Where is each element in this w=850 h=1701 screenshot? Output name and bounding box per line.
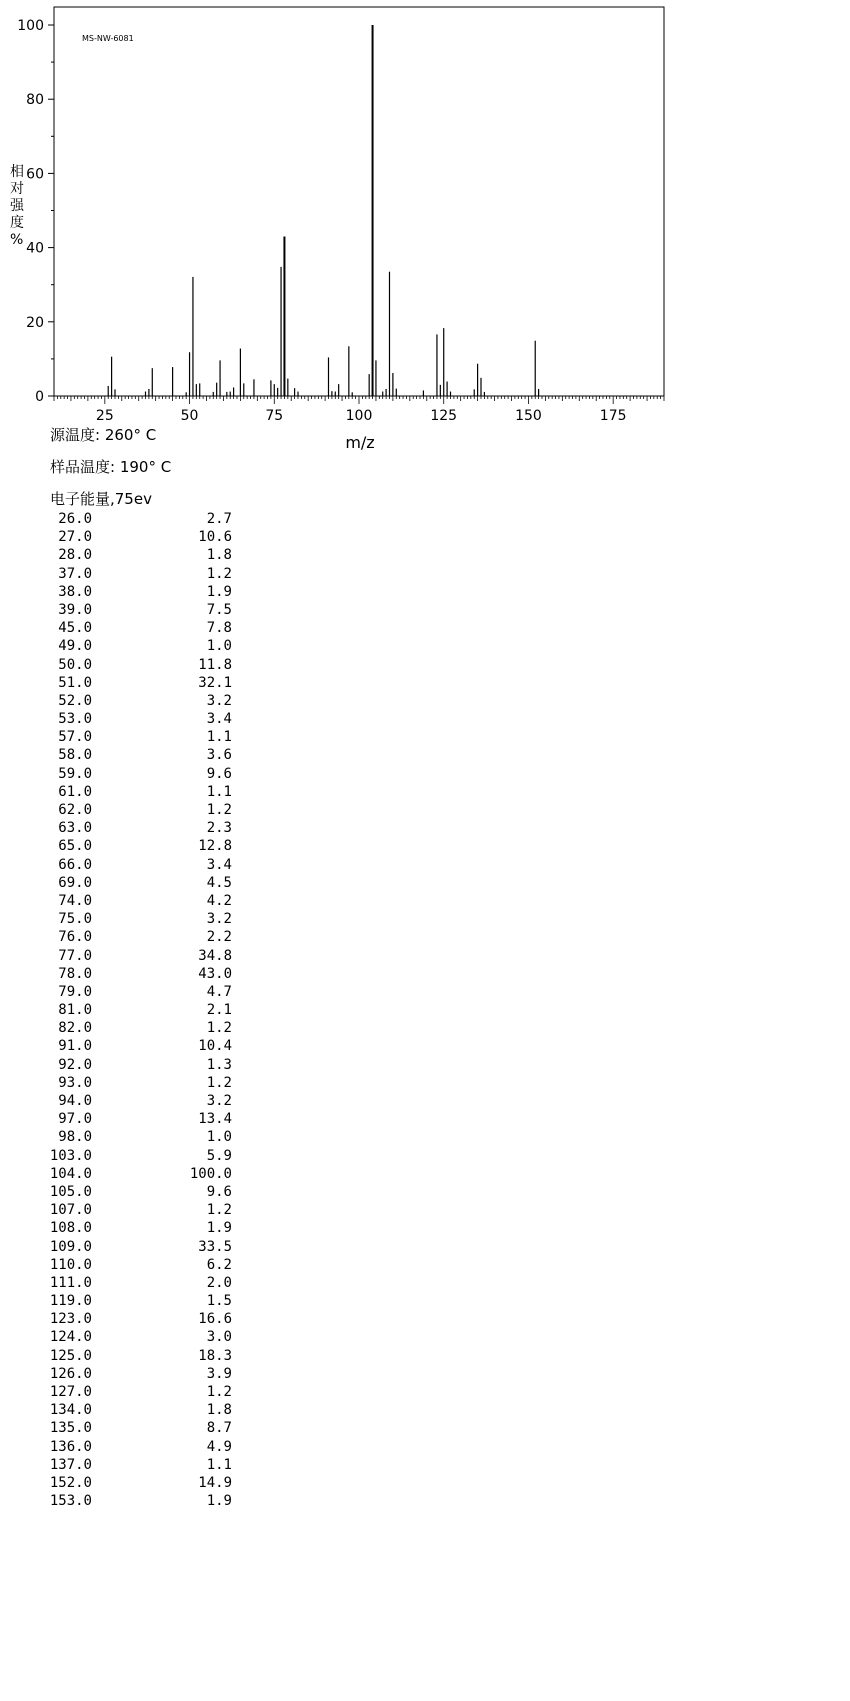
peak-intensity: 13.4 [198, 1111, 232, 1128]
peak-intensity: 1.2 [206, 1202, 232, 1219]
peak-mz: 92.0 [58, 1056, 92, 1073]
peak-intensity: 4.9 [206, 1438, 232, 1455]
table-row [40, 746, 232, 764]
table-row [40, 1001, 232, 1019]
table-row [40, 674, 232, 692]
table-row [40, 837, 232, 855]
y-axis-label: 相对强度% [10, 164, 24, 248]
peak-intensity: 14.9 [198, 1474, 232, 1491]
peak-intensity: 1.8 [206, 1402, 232, 1419]
table-row [40, 583, 232, 601]
peak-intensity: 2.2 [206, 929, 232, 946]
peak-intensity: 2.3 [206, 820, 232, 837]
peak-mz: 103.0 [49, 1147, 92, 1164]
table-row [40, 765, 232, 783]
peak-intensity: 1.2 [206, 802, 232, 818]
peak-intensity: 100.0 [189, 1165, 232, 1182]
peak-intensity: 3.2 [206, 911, 232, 928]
table-row [40, 928, 232, 946]
peak-intensity: 32.1 [198, 674, 232, 691]
peak-intensity: 1.2 [206, 1074, 232, 1091]
peak-intensity: 3.9 [206, 1365, 232, 1382]
table-row [40, 1128, 232, 1146]
peak-intensity: 9.6 [206, 1183, 232, 1200]
peak-intensity: 7.5 [206, 601, 232, 618]
peak-intensity: 3.0 [206, 1329, 232, 1346]
peak-intensity: 2.0 [206, 1274, 232, 1291]
peak-mz: 58.0 [58, 747, 92, 764]
peak-intensity: 3.2 [206, 692, 232, 709]
peak-intensity: 1.9 [206, 1493, 232, 1510]
peak-intensity: 1.2 [206, 565, 232, 582]
peak-intensity: 1.2 [206, 1020, 232, 1037]
peak-intensity: 12.8 [198, 838, 232, 855]
peak-mz: 119.0 [49, 1293, 92, 1310]
x-tick-label: 125 [430, 408, 458, 424]
table-row [40, 1110, 232, 1128]
peak-mz: 62.0 [58, 802, 92, 818]
table-row [40, 1092, 232, 1110]
y-tick-label: 100 [17, 18, 44, 34]
table-row [40, 710, 232, 728]
peak-intensity: 4.7 [206, 983, 232, 1000]
table-row [40, 983, 232, 1001]
y-tick-label: 80 [26, 92, 44, 109]
table-row [40, 1310, 232, 1328]
table-row [40, 1419, 232, 1437]
peak-intensity: 8.7 [206, 1420, 232, 1437]
table-row [40, 1256, 232, 1274]
peak-mz: 49.0 [58, 638, 92, 655]
peak-mz: 75.0 [58, 911, 92, 928]
peak-mz: 76.0 [58, 929, 92, 946]
peak-mz: 51.0 [58, 674, 92, 691]
peak-intensity: 4.2 [206, 892, 232, 909]
peak-mz: 93.0 [58, 1074, 92, 1091]
peak-intensity: 2.1 [206, 1002, 232, 1019]
peak-mz: 26.0 [58, 511, 92, 527]
x-axis-ticks [54, 396, 664, 424]
peak-mz: 45.0 [58, 620, 92, 637]
table-row [40, 910, 232, 928]
peak-mz: 135.0 [49, 1420, 92, 1437]
peak-intensity: 6.2 [206, 1256, 232, 1273]
peak-mz: 123.0 [49, 1311, 92, 1328]
x-tick-label: 75 [265, 408, 284, 424]
peak-mz: 94.0 [58, 1093, 92, 1109]
table-row [40, 546, 232, 564]
peak-mz: 53.0 [58, 711, 92, 728]
table-row [40, 565, 232, 583]
peak-mz: 52.0 [58, 692, 92, 709]
table-row [40, 947, 232, 965]
peak-mz: 125.0 [49, 1347, 92, 1364]
x-tick-label: 175 [599, 408, 627, 424]
peak-mz: 98.0 [58, 1129, 92, 1146]
peak-intensity: 11.8 [198, 656, 232, 673]
peak-intensity: 5.9 [206, 1147, 232, 1164]
peak-intensity: 1.9 [206, 1220, 232, 1237]
table-row [40, 874, 232, 892]
source-temperature: 源温度: 260° C [50, 426, 157, 444]
peak-intensity: 34.8 [198, 947, 232, 964]
peak-mz: 63.0 [58, 820, 92, 837]
table-row [40, 1219, 232, 1237]
peak-mz: 153.0 [49, 1493, 92, 1510]
table-row [40, 692, 232, 710]
table-row [40, 1438, 232, 1456]
y-tick-label: 60 [26, 166, 44, 183]
x-axis-label: m/z [345, 433, 375, 452]
peak-intensity: 3.6 [206, 747, 232, 764]
peak-intensity: 1.9 [206, 583, 232, 600]
table-row [40, 856, 232, 874]
table-row [40, 965, 232, 983]
peak-intensity: 1.0 [206, 638, 232, 655]
peak-mz: 107.0 [49, 1202, 92, 1219]
table-row [40, 1056, 232, 1074]
peak-intensity: 1.1 [206, 729, 232, 746]
peak-mz: 127.0 [49, 1384, 92, 1400]
peak-intensity: 18.3 [198, 1347, 232, 1364]
x-tick-label: 150 [515, 408, 542, 424]
table-row [40, 1238, 232, 1256]
peak-mz: 79.0 [58, 983, 92, 1000]
spectrum-peaks [108, 25, 538, 396]
peak-mz: 77.0 [58, 947, 92, 964]
peak-mz: 82.0 [58, 1020, 92, 1037]
x-tick-label: 50 [180, 408, 199, 424]
table-row [40, 1347, 232, 1365]
peak-intensity: 1.1 [206, 1456, 232, 1473]
peak-mz: 39.0 [58, 601, 92, 618]
peak-mz: 57.0 [58, 729, 92, 746]
peak-intensity: 10.4 [198, 1038, 232, 1055]
x-tick-label: 100 [345, 408, 373, 424]
y-tick-label: 40 [26, 240, 44, 257]
y-tick-label: 0 [35, 389, 44, 405]
peak-intensity: 3.4 [206, 711, 232, 728]
table-row [40, 1292, 232, 1310]
peak-mz: 104.0 [49, 1165, 92, 1182]
peak-mz: 37.0 [58, 565, 92, 582]
peak-mz: 38.0 [58, 583, 92, 600]
table-row [40, 1147, 232, 1165]
peak-mz: 134.0 [49, 1402, 92, 1419]
table-row [40, 801, 232, 819]
peak-mz: 65.0 [58, 838, 92, 855]
peak-mz: 109.0 [49, 1238, 92, 1255]
peak-intensity: 43.0 [198, 965, 232, 982]
peak-mz: 59.0 [58, 765, 92, 782]
peak-mz: 91.0 [58, 1038, 92, 1055]
peak-intensity: 7.8 [206, 620, 232, 637]
table-row [40, 601, 232, 619]
table-row [40, 1074, 232, 1092]
peak-mz: 124.0 [49, 1329, 92, 1346]
peak-mz: 152.0 [49, 1474, 92, 1491]
peak-mz: 66.0 [58, 856, 92, 873]
peak-intensity: 9.6 [206, 765, 232, 782]
peak-intensity: 1.2 [206, 1384, 232, 1400]
table-row [40, 1383, 232, 1401]
table-row [40, 783, 232, 801]
peak-mz: 74.0 [58, 892, 92, 909]
peak-mz: 136.0 [49, 1438, 92, 1455]
peak-intensity: 1.3 [206, 1056, 232, 1073]
peak-intensity: 1.1 [206, 783, 232, 800]
chart-title: MS-NW-6081 [82, 34, 134, 43]
peak-intensity: 1.8 [206, 547, 232, 564]
table-row [40, 1037, 232, 1055]
peak-mz: 97.0 [58, 1111, 92, 1128]
table-row [40, 1165, 232, 1183]
peak-mz: 137.0 [49, 1456, 92, 1473]
peak-intensity: 3.4 [206, 856, 232, 873]
table-row [40, 728, 232, 746]
peak-mz: 61.0 [58, 783, 92, 800]
peak-mz: 69.0 [58, 874, 92, 891]
mass-spectrum-chart [0, 0, 850, 470]
peak-intensity: 3.2 [206, 1093, 232, 1109]
table-row [40, 656, 232, 674]
x-tick-label: 25 [95, 408, 114, 424]
peak-table [40, 510, 232, 1510]
table-row [40, 1401, 232, 1419]
y-tick-label: 20 [26, 314, 44, 331]
peak-intensity: 10.6 [198, 529, 232, 546]
peak-intensity: 2.7 [206, 511, 232, 527]
peak-mz: 50.0 [58, 656, 92, 673]
peak-mz: 27.0 [58, 529, 92, 546]
table-row [40, 1183, 232, 1201]
table-row [40, 510, 232, 528]
table-row [40, 1201, 232, 1219]
table-row [40, 1019, 232, 1037]
peak-intensity: 4.5 [206, 874, 232, 891]
table-row [40, 528, 232, 546]
electron-energy: 电子能量,75ev [50, 490, 152, 508]
table-row [40, 1274, 232, 1292]
sample-temperature: 样品温度: 190° C [50, 458, 172, 476]
peak-mz: 81.0 [58, 1002, 92, 1019]
peak-intensity: 1.5 [206, 1293, 232, 1310]
peak-intensity: 1.0 [206, 1129, 232, 1146]
peak-intensity: 33.5 [198, 1238, 232, 1255]
peak-mz: 108.0 [49, 1220, 92, 1237]
peak-mz: 110.0 [49, 1256, 92, 1273]
table-row [40, 1456, 232, 1474]
table-row [40, 819, 232, 837]
table-row [40, 637, 232, 655]
peak-mz: 126.0 [49, 1365, 92, 1382]
table-row [40, 1474, 232, 1492]
table-row [40, 1365, 232, 1383]
plot-frame [54, 7, 664, 396]
peak-mz: 111.0 [49, 1274, 92, 1291]
peak-mz: 28.0 [58, 547, 92, 564]
peak-intensity: 16.6 [198, 1311, 232, 1328]
peak-mz: 105.0 [49, 1183, 92, 1200]
peak-mz: 78.0 [58, 965, 92, 982]
table-row [40, 1492, 232, 1510]
table-row [40, 1328, 232, 1346]
table-row [40, 892, 232, 910]
table-row [40, 619, 232, 637]
